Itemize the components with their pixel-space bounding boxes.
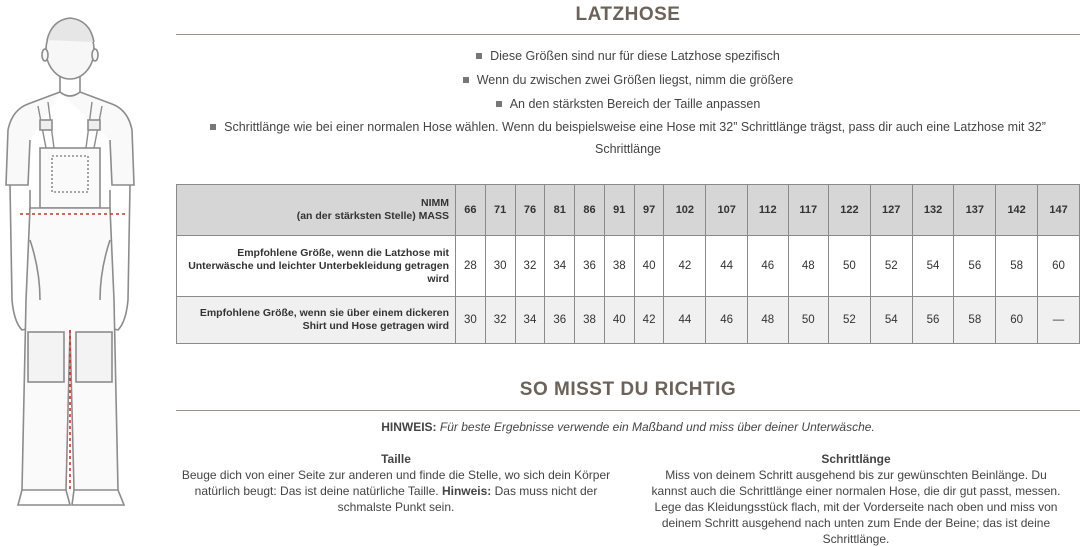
table-cell: 38: [604, 236, 634, 297]
square-bullet-icon: [210, 124, 216, 130]
square-bullet-icon: [476, 53, 482, 59]
table-cell: 54: [912, 236, 954, 297]
table-cell: 30: [485, 236, 515, 297]
header-cell: 147: [1038, 185, 1080, 236]
row-label: Empfohlene Größe, wenn sie über einem dickeren Shirt und Hose getragen wird: [177, 297, 456, 344]
table-cell: 58: [954, 297, 996, 344]
section-title-latzhose: LATZHOSE: [575, 4, 681, 25]
square-bullet-icon: [463, 77, 469, 83]
table-cell: 36: [545, 297, 575, 344]
header-cell: 81: [545, 185, 575, 236]
header-cell: 91: [604, 185, 634, 236]
hint-line: [176, 420, 1080, 434]
note-item: Wenn du zwischen zwei Größen liegst, nimm die größere: [176, 68, 1080, 92]
header-cell: 132: [912, 185, 954, 236]
table-cell: 56: [954, 236, 996, 297]
header-cell: 117: [788, 185, 828, 236]
table-cell: 46: [748, 236, 788, 297]
waist-text: Beuge dich von einer Seite zur anderen und finde die Stelle, wo sich dein Körper natürlich beugt: Das ist deine natürliche Taille. Hinweis: Das muss nicht der schmalste Punkt sein.: [181, 468, 611, 514]
table-cell: 42: [664, 236, 706, 297]
header-cell: 71: [485, 185, 515, 236]
table-row: [177, 236, 1080, 297]
row-label: Empfohlene Größe, wenn die Latzhose mit Unterwäsche und leichter Unterbekleidung getragen wird: [177, 236, 456, 297]
table-cell: 50: [788, 297, 828, 344]
header-cell: 66: [456, 185, 486, 236]
table-cell: 58: [996, 236, 1038, 297]
title-divider: [176, 410, 1080, 411]
note-item: Schrittlänge wie bei einer normalen Hose wählen. Wenn du beispielsweise eine Hose mit 32” Schrittlänge trägst, pass dir auch eine Latzhose mit 32” Schrittlänge: [176, 116, 1080, 160]
header-cell: 127: [870, 185, 912, 236]
table-cell: 44: [706, 236, 748, 297]
waist-instructions: [176, 451, 616, 515]
header-cell: 86: [575, 185, 605, 236]
inseam-text: Miss von deinem Schritt ausgehend bis zur gewünschten Beinlänge. Du kannst auch die Schrittlänge einer normalen Hose, die dir gut passt, messen. Lege das Kleidungsstück flach, mit der Vorderseite nach oben und miss von deinem Schritt ausgehend nach unten zum Ende der Beine; das ist deine Schrittlänge.: [651, 468, 1061, 546]
notes-list: [176, 44, 1080, 160]
waist-heading: Taille: [381, 452, 411, 466]
table-cell: 54: [870, 297, 912, 344]
overalls-bib: [40, 148, 100, 208]
header-label: NIMM (an der stärksten Stelle) MASS: [177, 185, 456, 236]
square-bullet-icon: [496, 101, 502, 107]
table-cell: 48: [748, 297, 788, 344]
table-cell: 36: [575, 236, 605, 297]
table-cell: 52: [870, 236, 912, 297]
header-cell: 97: [634, 185, 664, 236]
section-title-measure: SO MISST DU RICHTIG: [519, 379, 737, 400]
table-cell: 48: [788, 236, 828, 297]
header-cell: 142: [996, 185, 1038, 236]
table-row: [177, 297, 1080, 344]
hint-label: HINWEIS:: [381, 420, 437, 434]
table-cell: 34: [515, 297, 545, 344]
header-cell: 122: [829, 185, 871, 236]
note-item: An den stärksten Bereich der Taille anpassen: [176, 92, 1080, 116]
table-cell: —: [1038, 297, 1080, 344]
table-cell: 30: [456, 297, 486, 344]
main-content: [176, 0, 1080, 546]
hint-text: Für beste Ergebnisse verwende ein Maßband und miss über deiner Unterwäsche.: [436, 420, 875, 434]
table-cell: 32: [515, 236, 545, 297]
table-cell: 52: [829, 297, 871, 344]
table-cell: 42: [634, 297, 664, 344]
table-cell: 40: [634, 236, 664, 297]
overalls-figure-illustration: [0, 0, 160, 543]
table-cell: 40: [604, 297, 634, 344]
size-table: [176, 184, 1080, 344]
header-cell: 112: [748, 185, 788, 236]
header-cell: 102: [664, 185, 706, 236]
table-cell: 32: [485, 297, 515, 344]
table-cell: 60: [996, 297, 1038, 344]
table-cell: 46: [706, 297, 748, 344]
header-cell: 107: [706, 185, 748, 236]
note-item: Diese Größen sind nur für diese Latzhose spezifisch: [176, 44, 1080, 68]
inseam-heading: Schrittlänge: [821, 452, 891, 466]
table-header-row: [177, 185, 1080, 236]
title-divider: [176, 34, 1080, 35]
table-cell: 34: [545, 236, 575, 297]
table-cell: 28: [456, 236, 486, 297]
header-cell: 76: [515, 185, 545, 236]
inseam-instructions: [646, 451, 1066, 547]
table-cell: 44: [664, 297, 706, 344]
header-cell: 137: [954, 185, 996, 236]
table-cell: 38: [575, 297, 605, 344]
table-cell: 50: [829, 236, 871, 297]
table-cell: 60: [1038, 236, 1080, 297]
table-cell: 56: [912, 297, 954, 344]
